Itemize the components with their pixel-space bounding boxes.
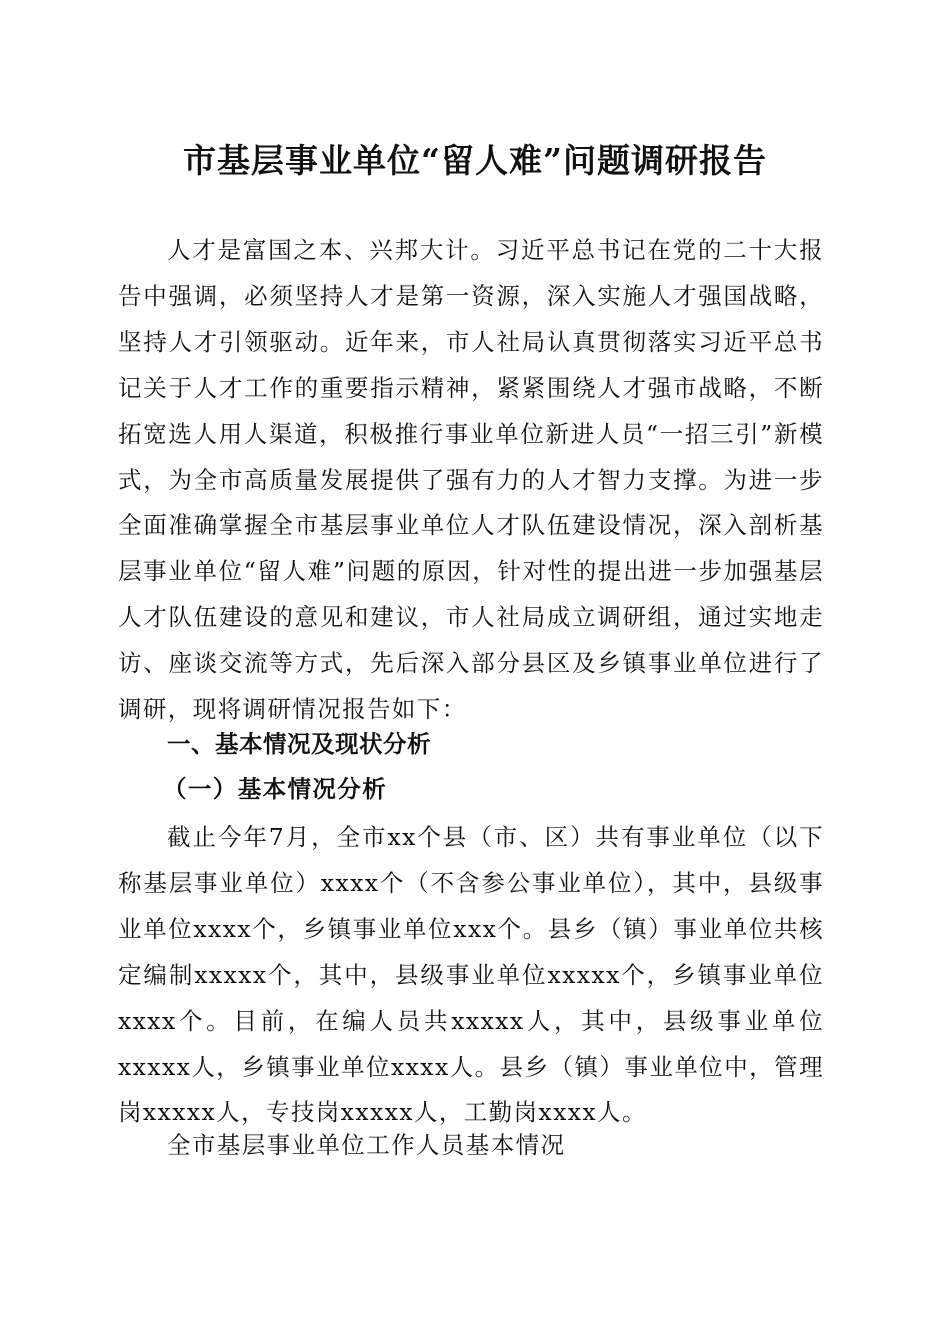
- intro-paragraph: 人才是富国之本、兴邦大计。习近平总书记在党的二十大报告中强调，必须坚持人才是第一资源，深入实施人才强国战略，坚持人才引领驱动。近年来，市人社局认真贯彻落实习近平总书记关于人才工作的重要指示精神，紧紧围绕人才强市战略，不断拓宽选人用人渠道，积极推行事业单位新进人员“一招三引”新模式，为全市高质量发展提供了强有力的人才智力支撑。为进一步全面准确掌握全市基层事业单位人才队伍建设情况，深入剖析基层事业单位“留人难”问题的原因，针对性的提出进一步加强基层人才队伍建设的意见和建议，市人社局成立调研组，通过实地走访、座谈交流等方式，先后深入部分县区及乡镇事业单位进行了调研，现将调研情况报告如下：: [118, 236, 824, 724]
- table-caption: 全市基层事业单位工作人员基本情况: [167, 1131, 566, 1159]
- subsection-heading-basic-analysis: （一）基本情况分析: [163, 775, 388, 803]
- document-title: 市基层事业单位“留人难”问题调研报告: [183, 141, 767, 180]
- section-heading-basic-situation: 一、基本情况及现状分析: [167, 730, 431, 758]
- basic-info-paragraph: 截止今年7月，全市xx个县（市、区）共有事业单位（以下称基层事业单位）xxxx个（不含参公事业单位），其中，县级事业单位xxxx个，乡镇事业单位xxx个。县乡（镇）事业单位共核定编制xxxxx个，其中，县级事业单位xxxxx个，乡镇事业单位xxxx个。目前，在编人员共xxxxx人，其中，县级事业单位xxxxx人，乡镇事业单位xxxx人。县乡（镇）事业单位中，管理岗xxxxx人，专技岗xxxxx人，工勤岗xxxx人。: [118, 823, 824, 1127]
